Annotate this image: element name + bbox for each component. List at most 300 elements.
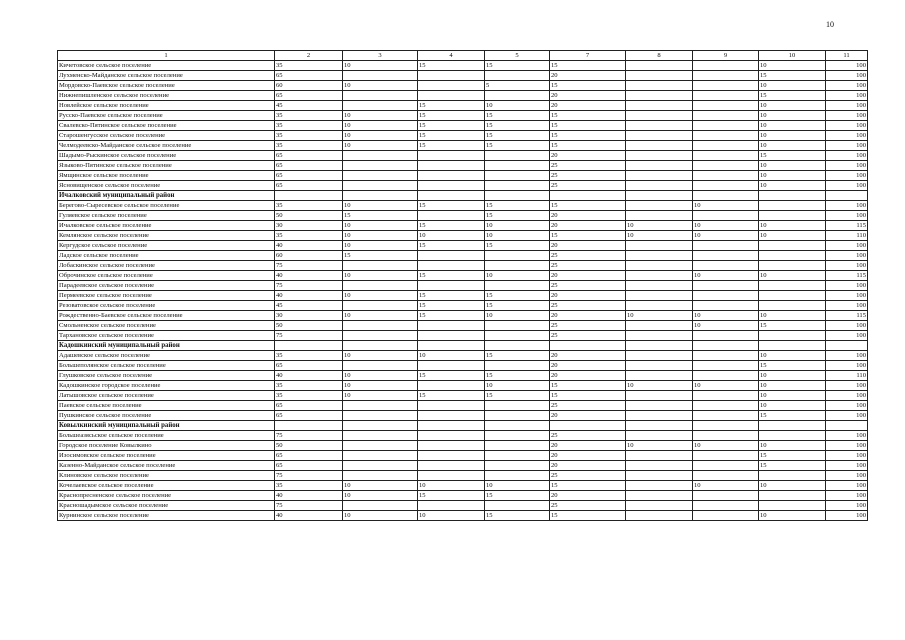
- value-cell: 20: [550, 271, 626, 281]
- value-cell: 15: [550, 141, 626, 151]
- value-cell: [418, 181, 485, 191]
- value-cell: [693, 251, 759, 261]
- value-cell: [485, 461, 550, 471]
- value-cell: 20: [550, 351, 626, 361]
- value-cell: [626, 361, 693, 371]
- value-cell: 20: [550, 311, 626, 321]
- value-cell: 10: [343, 381, 418, 391]
- value-cell: [693, 391, 759, 401]
- value-cell: [759, 251, 826, 261]
- value-cell: 10: [759, 101, 826, 111]
- value-cell: [693, 111, 759, 121]
- table-row: [58, 201, 868, 211]
- value-cell: 15: [485, 131, 550, 141]
- value-cell: [626, 511, 693, 521]
- empty-cell: [626, 191, 693, 201]
- district-header-row: [58, 191, 868, 201]
- table-row: [58, 261, 868, 271]
- table-row: [58, 381, 868, 391]
- value-cell: 15: [418, 221, 485, 231]
- value-cell: [485, 281, 550, 291]
- value-cell: 35: [275, 141, 343, 151]
- value-cell: 15: [485, 371, 550, 381]
- value-cell: [626, 211, 693, 221]
- value-cell: 100: [826, 171, 868, 181]
- value-cell: 35: [275, 381, 343, 391]
- value-cell: 100: [826, 461, 868, 471]
- value-cell: [759, 241, 826, 251]
- table-row: [58, 291, 868, 301]
- value-cell: 10: [343, 111, 418, 121]
- value-cell: [485, 71, 550, 81]
- empty-cell: [826, 421, 868, 431]
- value-cell: 65: [275, 161, 343, 171]
- value-cell: 35: [275, 111, 343, 121]
- settlement-name: Ямщинское сельское поселение: [58, 171, 275, 181]
- value-cell: [343, 151, 418, 161]
- value-cell: [418, 261, 485, 271]
- value-cell: [693, 61, 759, 71]
- value-cell: 10: [759, 131, 826, 141]
- value-cell: [626, 401, 693, 411]
- settlement-name: Адашевское сельское поселение: [58, 351, 275, 361]
- value-cell: 10: [343, 61, 418, 71]
- value-cell: 20: [550, 71, 626, 81]
- value-cell: 10: [343, 141, 418, 151]
- value-cell: 45: [275, 101, 343, 111]
- value-cell: 15: [485, 201, 550, 211]
- value-cell: [693, 331, 759, 341]
- table-row: [58, 331, 868, 341]
- value-cell: 20: [550, 101, 626, 111]
- value-cell: 15: [343, 251, 418, 261]
- district-name: Кадошкинский муниципальный район: [58, 341, 275, 351]
- value-cell: 15: [759, 151, 826, 161]
- value-cell: [485, 181, 550, 191]
- table-row: [58, 181, 868, 191]
- empty-cell: [485, 421, 550, 431]
- empty-cell: [626, 421, 693, 431]
- district-name: Ичалковский муниципальный район: [58, 191, 275, 201]
- value-cell: 100: [826, 441, 868, 451]
- value-cell: [485, 151, 550, 161]
- value-cell: 10: [759, 181, 826, 191]
- value-cell: [418, 171, 485, 181]
- empty-cell: [343, 421, 418, 431]
- value-cell: 115: [826, 311, 868, 321]
- value-cell: [626, 271, 693, 281]
- value-cell: [693, 461, 759, 471]
- value-cell: 10: [485, 221, 550, 231]
- value-cell: 15: [418, 301, 485, 311]
- settlement-name: Лухменско-Майданское сельское поселение: [58, 71, 275, 81]
- settlement-name: Смольненское сельское поселение: [58, 321, 275, 331]
- settlement-name: Резоватовское сельское поселение: [58, 301, 275, 311]
- value-cell: 100: [826, 351, 868, 361]
- value-cell: 15: [485, 61, 550, 71]
- settlement-name: Мордовско-Паевское сельское поселение: [58, 81, 275, 91]
- value-cell: 100: [826, 331, 868, 341]
- value-cell: 20: [550, 91, 626, 101]
- value-cell: 10: [343, 81, 418, 91]
- value-cell: 15: [550, 121, 626, 131]
- value-cell: 60: [275, 251, 343, 261]
- empty-cell: [418, 191, 485, 201]
- table-header-row: [58, 51, 868, 61]
- table-row: [58, 411, 868, 421]
- value-cell: [626, 141, 693, 151]
- table-row: [58, 391, 868, 401]
- table-row: [58, 321, 868, 331]
- value-cell: [693, 161, 759, 171]
- value-cell: 25: [550, 401, 626, 411]
- empty-cell: [693, 191, 759, 201]
- value-cell: 75: [275, 501, 343, 511]
- value-cell: 100: [826, 481, 868, 491]
- value-cell: 10: [759, 141, 826, 151]
- table-row: [58, 111, 868, 121]
- empty-cell: [343, 341, 418, 351]
- empty-cell: [275, 341, 343, 351]
- value-cell: [693, 81, 759, 91]
- value-cell: [485, 411, 550, 421]
- value-cell: [343, 91, 418, 101]
- value-cell: [485, 501, 550, 511]
- value-cell: 20: [550, 461, 626, 471]
- settlement-name: Клиновское сельское поселение: [58, 471, 275, 481]
- value-cell: 10: [343, 121, 418, 131]
- value-cell: 10: [759, 81, 826, 91]
- value-cell: 15: [550, 201, 626, 211]
- value-cell: [693, 491, 759, 501]
- value-cell: 115: [826, 221, 868, 231]
- value-cell: 100: [826, 141, 868, 151]
- column-header: 4: [418, 51, 485, 61]
- settlement-name: Новлейское сельское поселение: [58, 101, 275, 111]
- value-cell: 15: [759, 451, 826, 461]
- value-cell: 15: [485, 391, 550, 401]
- table-row: [58, 451, 868, 461]
- table-row: [58, 511, 868, 521]
- district-header-row: [58, 341, 868, 351]
- value-cell: [343, 361, 418, 371]
- value-cell: 100: [826, 81, 868, 91]
- settlement-name: Кадошкинское городское поселение: [58, 381, 275, 391]
- value-cell: 25: [550, 261, 626, 271]
- value-cell: 15: [550, 481, 626, 491]
- value-cell: [759, 281, 826, 291]
- value-cell: 15: [418, 111, 485, 121]
- value-cell: [418, 91, 485, 101]
- value-cell: 75: [275, 261, 343, 271]
- value-cell: 15: [343, 211, 418, 221]
- value-cell: [418, 161, 485, 171]
- value-cell: [418, 251, 485, 261]
- value-cell: 10: [343, 201, 418, 211]
- value-cell: 10: [343, 291, 418, 301]
- value-cell: [418, 461, 485, 471]
- empty-cell: [550, 421, 626, 431]
- value-cell: [343, 101, 418, 111]
- value-cell: [759, 501, 826, 511]
- value-cell: [693, 91, 759, 101]
- value-cell: [626, 101, 693, 111]
- value-cell: 50: [275, 211, 343, 221]
- value-cell: 75: [275, 471, 343, 481]
- value-cell: 15: [418, 141, 485, 151]
- settlement-name: Лобаскинское сельское поселение: [58, 261, 275, 271]
- value-cell: 15: [485, 351, 550, 361]
- value-cell: 10: [693, 311, 759, 321]
- value-cell: [693, 281, 759, 291]
- settlement-name: Курнинское сельское поселение: [58, 511, 275, 521]
- value-cell: 25: [550, 171, 626, 181]
- table-row: [58, 221, 868, 231]
- value-cell: 100: [826, 131, 868, 141]
- value-cell: 10: [485, 311, 550, 321]
- value-cell: 65: [275, 151, 343, 161]
- value-cell: 100: [826, 261, 868, 271]
- settlement-name: Городское поселение Ковылкино: [58, 441, 275, 451]
- value-cell: [759, 431, 826, 441]
- table-row: [58, 371, 868, 381]
- value-cell: 100: [826, 411, 868, 421]
- value-cell: 100: [826, 281, 868, 291]
- value-cell: 40: [275, 271, 343, 281]
- value-cell: [626, 201, 693, 211]
- settlement-name: Берегово-Сыресевское сельское поселение: [58, 201, 275, 211]
- value-cell: 15: [550, 511, 626, 521]
- data-table: [57, 50, 868, 521]
- value-cell: [759, 491, 826, 501]
- value-cell: [626, 321, 693, 331]
- empty-cell: [485, 341, 550, 351]
- value-cell: 10: [759, 351, 826, 361]
- table-row: [58, 121, 868, 131]
- value-cell: [693, 451, 759, 461]
- empty-cell: [759, 191, 826, 201]
- table-row: [58, 101, 868, 111]
- value-cell: 30: [275, 221, 343, 231]
- value-cell: [626, 261, 693, 271]
- value-cell: [693, 261, 759, 271]
- value-cell: [693, 431, 759, 441]
- value-cell: 15: [485, 291, 550, 301]
- value-cell: 110: [826, 371, 868, 381]
- value-cell: 10: [759, 61, 826, 71]
- value-cell: 35: [275, 131, 343, 141]
- value-cell: 10: [759, 111, 826, 121]
- value-cell: 10: [343, 311, 418, 321]
- value-cell: [343, 441, 418, 451]
- value-cell: [626, 121, 693, 131]
- value-cell: 15: [418, 271, 485, 281]
- value-cell: 10: [626, 381, 693, 391]
- table-row: [58, 441, 868, 451]
- value-cell: [626, 81, 693, 91]
- value-cell: [626, 91, 693, 101]
- value-cell: [343, 281, 418, 291]
- value-cell: 10: [759, 371, 826, 381]
- table-row: [58, 211, 868, 221]
- value-cell: [693, 351, 759, 361]
- value-cell: 100: [826, 61, 868, 71]
- table-row: [58, 251, 868, 261]
- value-cell: 15: [418, 121, 485, 131]
- value-cell: [418, 151, 485, 161]
- value-cell: [759, 471, 826, 481]
- value-cell: 15: [418, 61, 485, 71]
- table-row: [58, 491, 868, 501]
- value-cell: 15: [418, 131, 485, 141]
- value-cell: [759, 211, 826, 221]
- value-cell: [693, 371, 759, 381]
- value-cell: 15: [759, 71, 826, 81]
- value-cell: 65: [275, 71, 343, 81]
- empty-cell: [275, 421, 343, 431]
- value-cell: 10: [626, 311, 693, 321]
- settlement-name: Языково-Пятинское сельское поселение: [58, 161, 275, 171]
- value-cell: 10: [693, 381, 759, 391]
- value-cell: 10: [759, 381, 826, 391]
- value-cell: [485, 171, 550, 181]
- value-cell: [626, 61, 693, 71]
- value-cell: 100: [826, 471, 868, 481]
- value-cell: 10: [343, 391, 418, 401]
- value-cell: 10: [626, 231, 693, 241]
- value-cell: 100: [826, 111, 868, 121]
- value-cell: 15: [418, 241, 485, 251]
- table-row: [58, 141, 868, 151]
- settlement-name: Парадеевское сельское поселение: [58, 281, 275, 291]
- value-cell: [759, 201, 826, 211]
- value-cell: [626, 281, 693, 291]
- table-body: [58, 61, 868, 521]
- value-cell: 50: [275, 441, 343, 451]
- settlement-name: Пермеевское сельское поселение: [58, 291, 275, 301]
- value-cell: 100: [826, 181, 868, 191]
- table-row: [58, 171, 868, 181]
- value-cell: [693, 411, 759, 421]
- value-cell: [693, 471, 759, 481]
- empty-cell: [626, 341, 693, 351]
- value-cell: [759, 331, 826, 341]
- value-cell: [626, 181, 693, 191]
- value-cell: 10: [759, 221, 826, 231]
- value-cell: 10: [626, 441, 693, 451]
- value-cell: 15: [759, 91, 826, 101]
- value-cell: 15: [550, 381, 626, 391]
- value-cell: 10: [759, 311, 826, 321]
- value-cell: 25: [550, 251, 626, 261]
- value-cell: 25: [550, 301, 626, 311]
- value-cell: 20: [550, 411, 626, 421]
- value-cell: 15: [550, 391, 626, 401]
- table-row: [58, 501, 868, 511]
- value-cell: [343, 301, 418, 311]
- value-cell: [626, 71, 693, 81]
- value-cell: [485, 451, 550, 461]
- value-cell: [626, 291, 693, 301]
- value-cell: 20: [550, 451, 626, 461]
- empty-cell: [826, 191, 868, 201]
- value-cell: 100: [826, 161, 868, 171]
- value-cell: [626, 161, 693, 171]
- value-cell: 20: [550, 371, 626, 381]
- column-header: 9: [693, 51, 759, 61]
- settlement-name: Краснопресненское сельское поселение: [58, 491, 275, 501]
- empty-cell: [759, 421, 826, 431]
- value-cell: [485, 431, 550, 441]
- value-cell: [693, 401, 759, 411]
- settlement-name: Тархановское сельское поселение: [58, 331, 275, 341]
- table-row: [58, 311, 868, 321]
- table-row: [58, 231, 868, 241]
- value-cell: 40: [275, 291, 343, 301]
- value-cell: [626, 171, 693, 181]
- value-cell: 20: [550, 151, 626, 161]
- value-cell: 10: [759, 511, 826, 521]
- value-cell: 10: [485, 231, 550, 241]
- table-row: [58, 131, 868, 141]
- value-cell: [693, 291, 759, 301]
- value-cell: [343, 431, 418, 441]
- value-cell: [343, 181, 418, 191]
- value-cell: [343, 401, 418, 411]
- value-cell: 5: [485, 81, 550, 91]
- value-cell: 10: [759, 391, 826, 401]
- value-cell: 10: [485, 271, 550, 281]
- column-header: 2: [275, 51, 343, 61]
- settlement-name: Рождественно-Баевское сельское поселение: [58, 311, 275, 321]
- value-cell: 100: [826, 301, 868, 311]
- value-cell: 65: [275, 181, 343, 191]
- value-cell: 10: [759, 401, 826, 411]
- settlement-name: Ясновищенское сельское поселение: [58, 181, 275, 191]
- value-cell: [693, 211, 759, 221]
- value-cell: [626, 501, 693, 511]
- settlement-name: Гуляевское сельское поселение: [58, 211, 275, 221]
- value-cell: [485, 251, 550, 261]
- settlement-name: Паевское сельское поселение: [58, 401, 275, 411]
- value-cell: 15: [418, 291, 485, 301]
- value-cell: 65: [275, 411, 343, 421]
- value-cell: [418, 501, 485, 511]
- value-cell: [693, 141, 759, 151]
- value-cell: [626, 331, 693, 341]
- value-cell: 10: [693, 221, 759, 231]
- empty-cell: [826, 341, 868, 351]
- value-cell: [485, 321, 550, 331]
- value-cell: 15: [485, 491, 550, 501]
- settlement-name: Шадымо-Рыскинское сельское поселение: [58, 151, 275, 161]
- value-cell: 100: [826, 361, 868, 371]
- column-header: 10: [759, 51, 826, 61]
- value-cell: 20: [550, 241, 626, 251]
- value-cell: 15: [485, 511, 550, 521]
- value-cell: 15: [418, 391, 485, 401]
- value-cell: [626, 111, 693, 121]
- value-cell: 50: [275, 321, 343, 331]
- value-cell: [418, 431, 485, 441]
- value-cell: 15: [418, 371, 485, 381]
- value-cell: 15: [485, 111, 550, 121]
- value-cell: 65: [275, 91, 343, 101]
- value-cell: 10: [759, 171, 826, 181]
- value-cell: 15: [418, 201, 485, 211]
- value-cell: [626, 451, 693, 461]
- settlement-name: Старошенгусское сельское поселение: [58, 131, 275, 141]
